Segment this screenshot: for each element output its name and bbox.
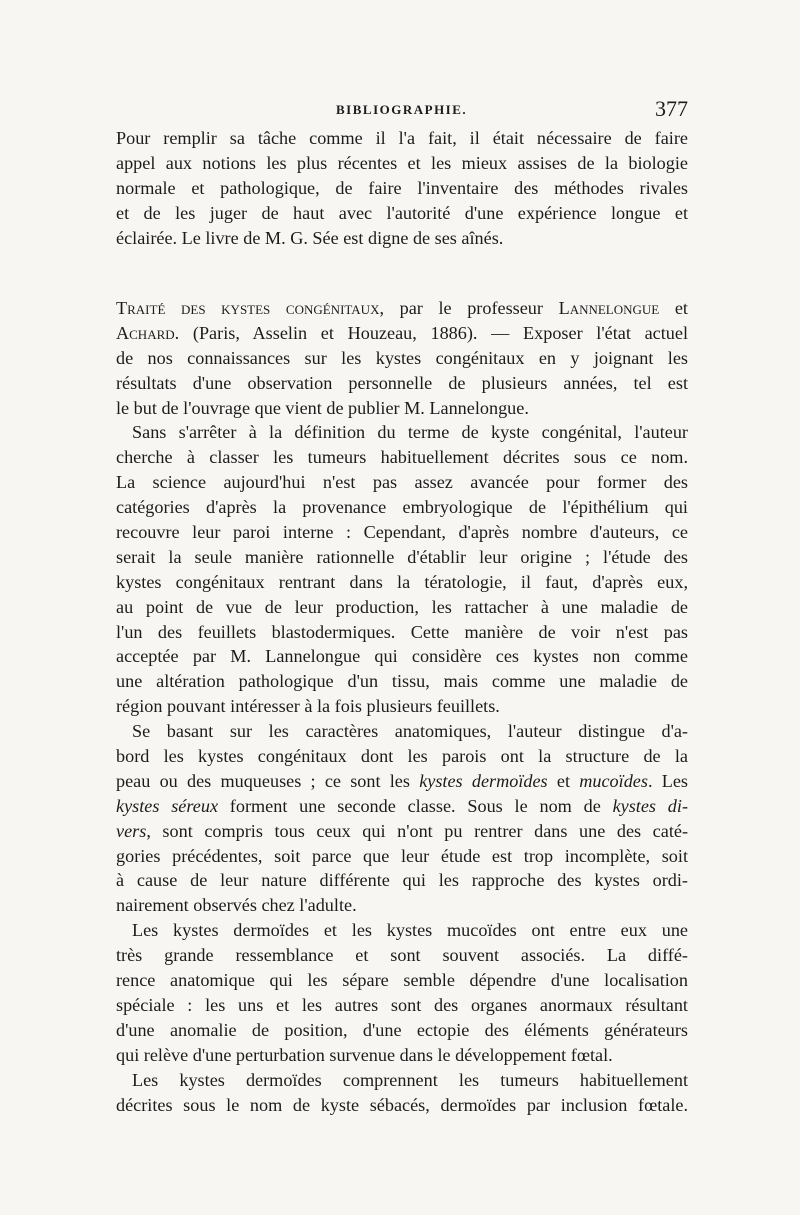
- text-fragment: . Les: [647, 770, 688, 791]
- italic-term: kystes dermoïdes: [419, 770, 548, 791]
- text-line: [116, 769, 688, 794]
- text-line: résultats d'une observation personnelle de plusieurs années, tel est: [116, 372, 688, 393]
- text-line: de nos connaissances sur les kystes congénitaux en y joignant les: [116, 347, 688, 368]
- text-line: à cause de leur nature différente qui les rapproche des kystes ordi-: [116, 870, 688, 891]
- text-line: région pouvant intéresser à la fois plusieurs feuillets.: [116, 696, 500, 717]
- text-line: [116, 321, 688, 346]
- text-line: Les kystes dermoïdes comprennent les tumeurs habituellement: [132, 1069, 688, 1090]
- text-line: cherche à classer les tumeurs habituellement décrites sous ce nom.: [116, 447, 688, 468]
- author-name: Lannelongue: [558, 298, 660, 318]
- book-review: [116, 296, 688, 1117]
- text-fragment: , par le professeur: [379, 298, 559, 318]
- text-line: catégories d'après la provenance embryologique de l'épithélium qui: [116, 497, 688, 518]
- italic-term: kystes di-: [612, 795, 688, 816]
- text-line: et de les juger de haut avec l'autorité d'une expérience longue et: [116, 202, 688, 223]
- text-line: bord les kystes congénitaux dont les parois ont la structure de la: [116, 746, 688, 767]
- text-line: au point de vue de leur production, les rattacher à une maladie de: [116, 596, 688, 617]
- opening-paragraph: [116, 126, 688, 250]
- text-line: rence anatomique qui les sépare semble dépendre d'une localisation: [116, 970, 688, 991]
- text-line: kystes congénitaux rentrant dans la tératologie, il faut, d'après eux,: [116, 571, 688, 592]
- text-line: le but de l'ouvrage que vient de publier M. Lannelongue.: [116, 397, 529, 418]
- text-fragment: et: [547, 770, 580, 791]
- text-line: nairement observés chez l'adulte.: [116, 895, 357, 916]
- review-heading-line: [116, 296, 688, 321]
- text-line: La science aujourd'hui n'est pas assez avancée pour former des: [116, 472, 688, 493]
- text-fragment: , sont compris tous ceux qui n'ont pu rentrer dans une des caté-: [146, 820, 688, 841]
- text-line: [116, 794, 688, 819]
- review-title: Traité des kystes congénitaux: [116, 298, 380, 318]
- text-line: serait la seule manière rationnelle d'établir leur origine ; l'étude des: [116, 546, 688, 567]
- text-line: Les kystes dermoïdes et les kystes mucoïdes ont entre eux une: [132, 920, 688, 941]
- text-line: très grande ressemblance et sont souvent associés. La diffé-: [116, 945, 688, 966]
- text-line: recouvre leur paroi interne : Cependant, d'après nombre d'auteurs, ce: [116, 522, 688, 543]
- text-line: gories précédentes, soit parce que leur étude est trop incomplète, soit: [116, 845, 688, 866]
- text-line: spéciale : les uns et les autres sont des organes anormaux résultant: [116, 994, 688, 1015]
- page-header: [116, 96, 688, 126]
- text-line: Se basant sur les caractères anatomiques, l'auteur distingue d'a-: [132, 721, 688, 742]
- italic-term: vers: [116, 820, 147, 841]
- text-fragment: peau ou des muqueuses ; ce sont les: [116, 770, 420, 791]
- text-fragment: forment une seconde classe. Sous le nom de: [218, 795, 613, 816]
- text-line: éclairée. Le livre de M. G. Sée est digne de ses aînés.: [116, 227, 504, 248]
- text-line: décrites sous le nom de kyste sébacés, dermoïdes par inclusion fœtale.: [116, 1094, 688, 1115]
- text-line: l'un des feuillets blastodermiques. Cette manière de voir n'est pas: [116, 621, 688, 642]
- text-line: Pour remplir sa tâche comme il l'a fait, il était nécessaire de faire: [116, 128, 688, 148]
- text-line: [116, 819, 688, 844]
- text-line: qui relève d'une perturbation survenue dans le développement fœtal.: [116, 1044, 613, 1065]
- author-name: Achard: [116, 322, 175, 343]
- text-line: acceptée par M. Lannelongue qui considère ces kystes non comme: [116, 646, 688, 667]
- italic-term: mucoïdes: [579, 770, 648, 791]
- italic-term: kystes séreux: [116, 795, 219, 816]
- text-line: une altération pathologique d'un tissu, mais comme une maladie de: [116, 671, 688, 692]
- text-line: Sans s'arrêter à la définition du terme de kyste congénital, l'auteur: [132, 422, 688, 443]
- text-line: appel aux notions les plus récentes et les mieux assises de la biologie: [116, 152, 688, 173]
- text-line: normale et pathologique, de faire l'inventaire des méthodes rivales: [116, 177, 688, 198]
- text-line: d'une anomalie de position, d'une ectopie des éléments générateurs: [116, 1019, 688, 1040]
- page-number: 377: [655, 96, 688, 121]
- text-fragment: et: [659, 298, 688, 318]
- running-head: BIBLIOGRAPHIE.: [336, 102, 468, 117]
- text-fragment: . (Paris, Asselin et Houzeau, 1886). — Exposer l'état actuel: [174, 322, 688, 343]
